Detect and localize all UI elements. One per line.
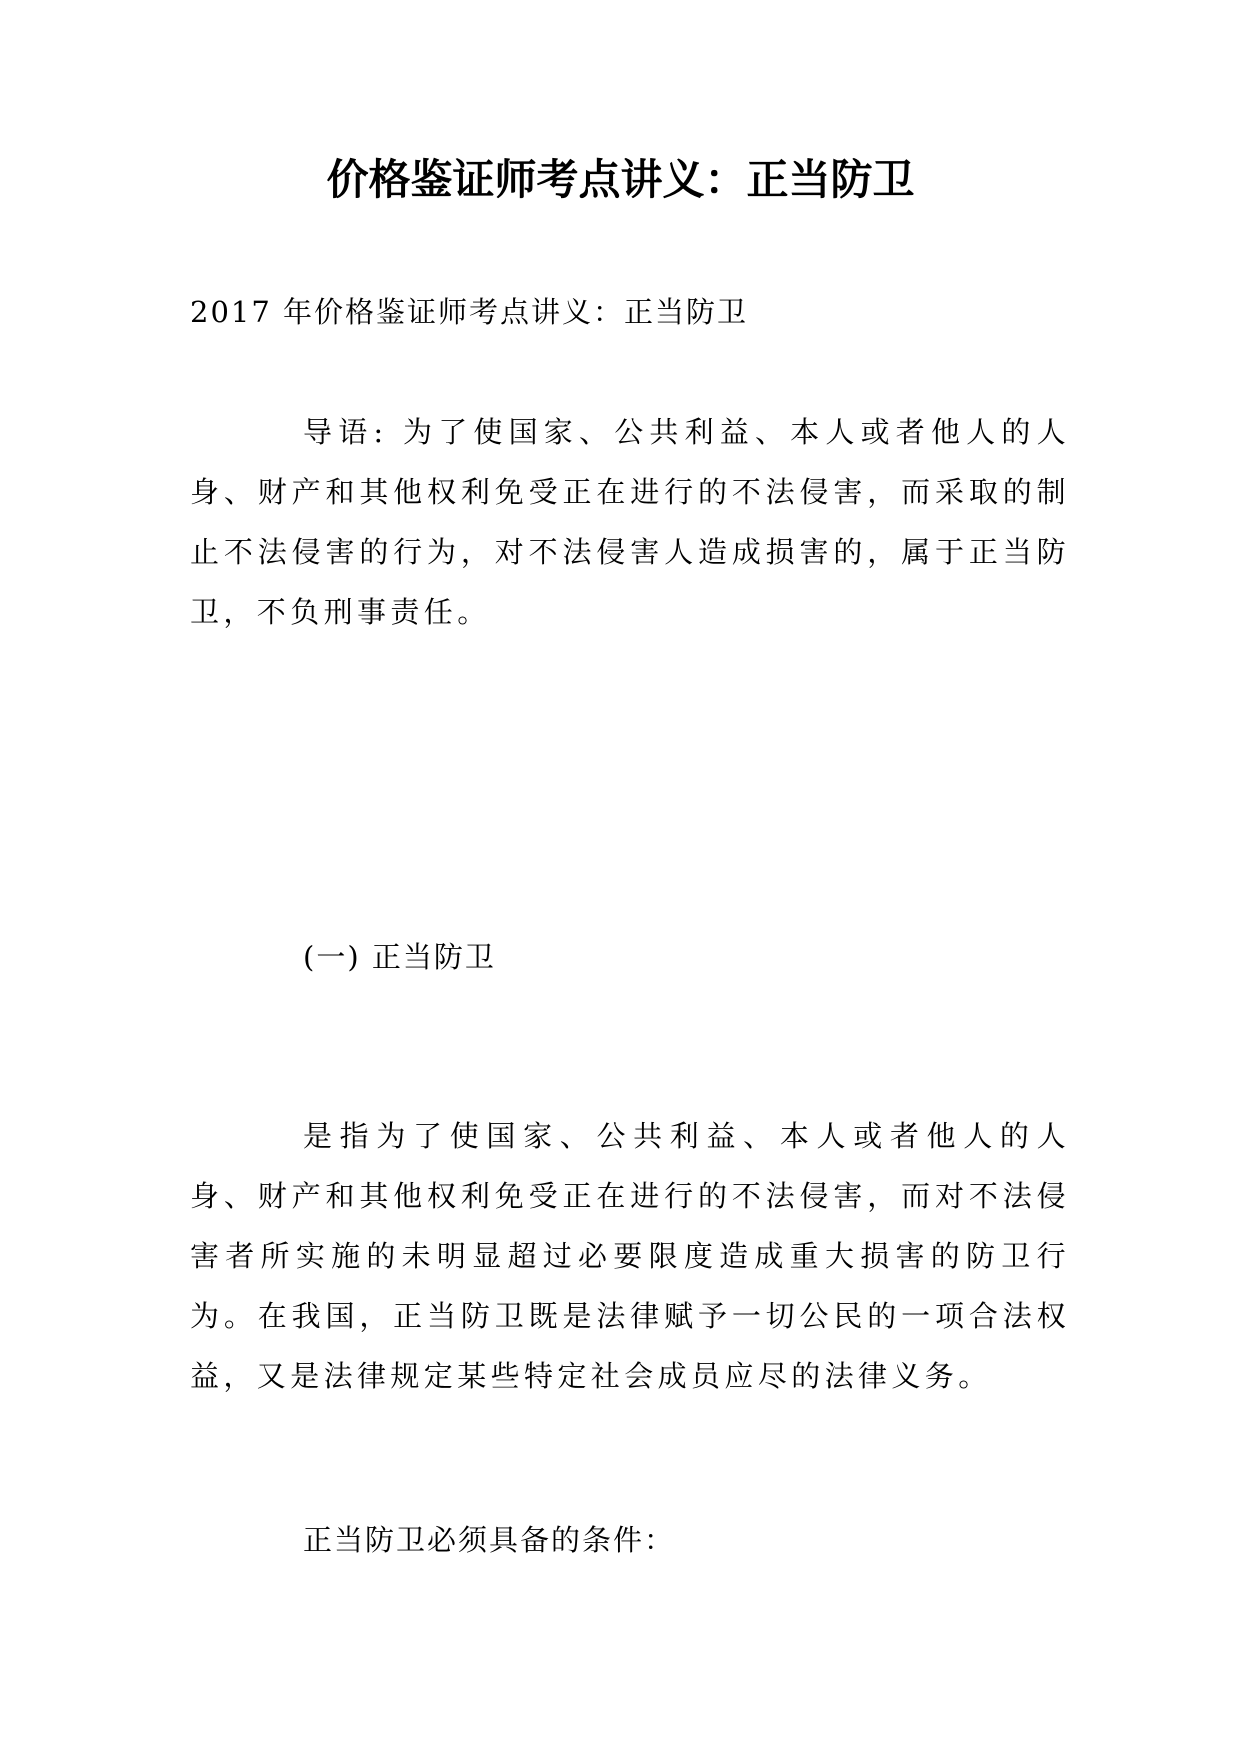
document-title: 价格鉴证师考点讲义：正当防卫 [326, 155, 915, 204]
conditions-heading: 正当防卫必须具备的条件： [303, 1523, 676, 1557]
intro-paragraph: 导语: 为了使国家、公共利益、本人或者他人的人身、财产和其他权利免受正在进行的不法侵害，而采取的制止不法侵害的行为，对不法侵害人造成损害的，属于正当防卫，不负刑事责任。 [190, 415, 1070, 629]
definition-paragraph: 是指为了使国家、公共利益、本人或者他人的人身、财产和其他权利免受正在进行的不法侵害，而对不法侵害者所实施的未明显超过必要限度造成重大损害的防卫行为。在我国，正当防卫既是法律赋予一切公民的一项合法权益，又是法律规定某些特定社会成员应尽的法律义务。 [190, 1119, 1070, 1393]
document-subtitle: 2017 年价格鉴证师考点讲义：正当防卫 [190, 295, 749, 329]
section-heading: (一) 正当防卫 [303, 940, 496, 974]
